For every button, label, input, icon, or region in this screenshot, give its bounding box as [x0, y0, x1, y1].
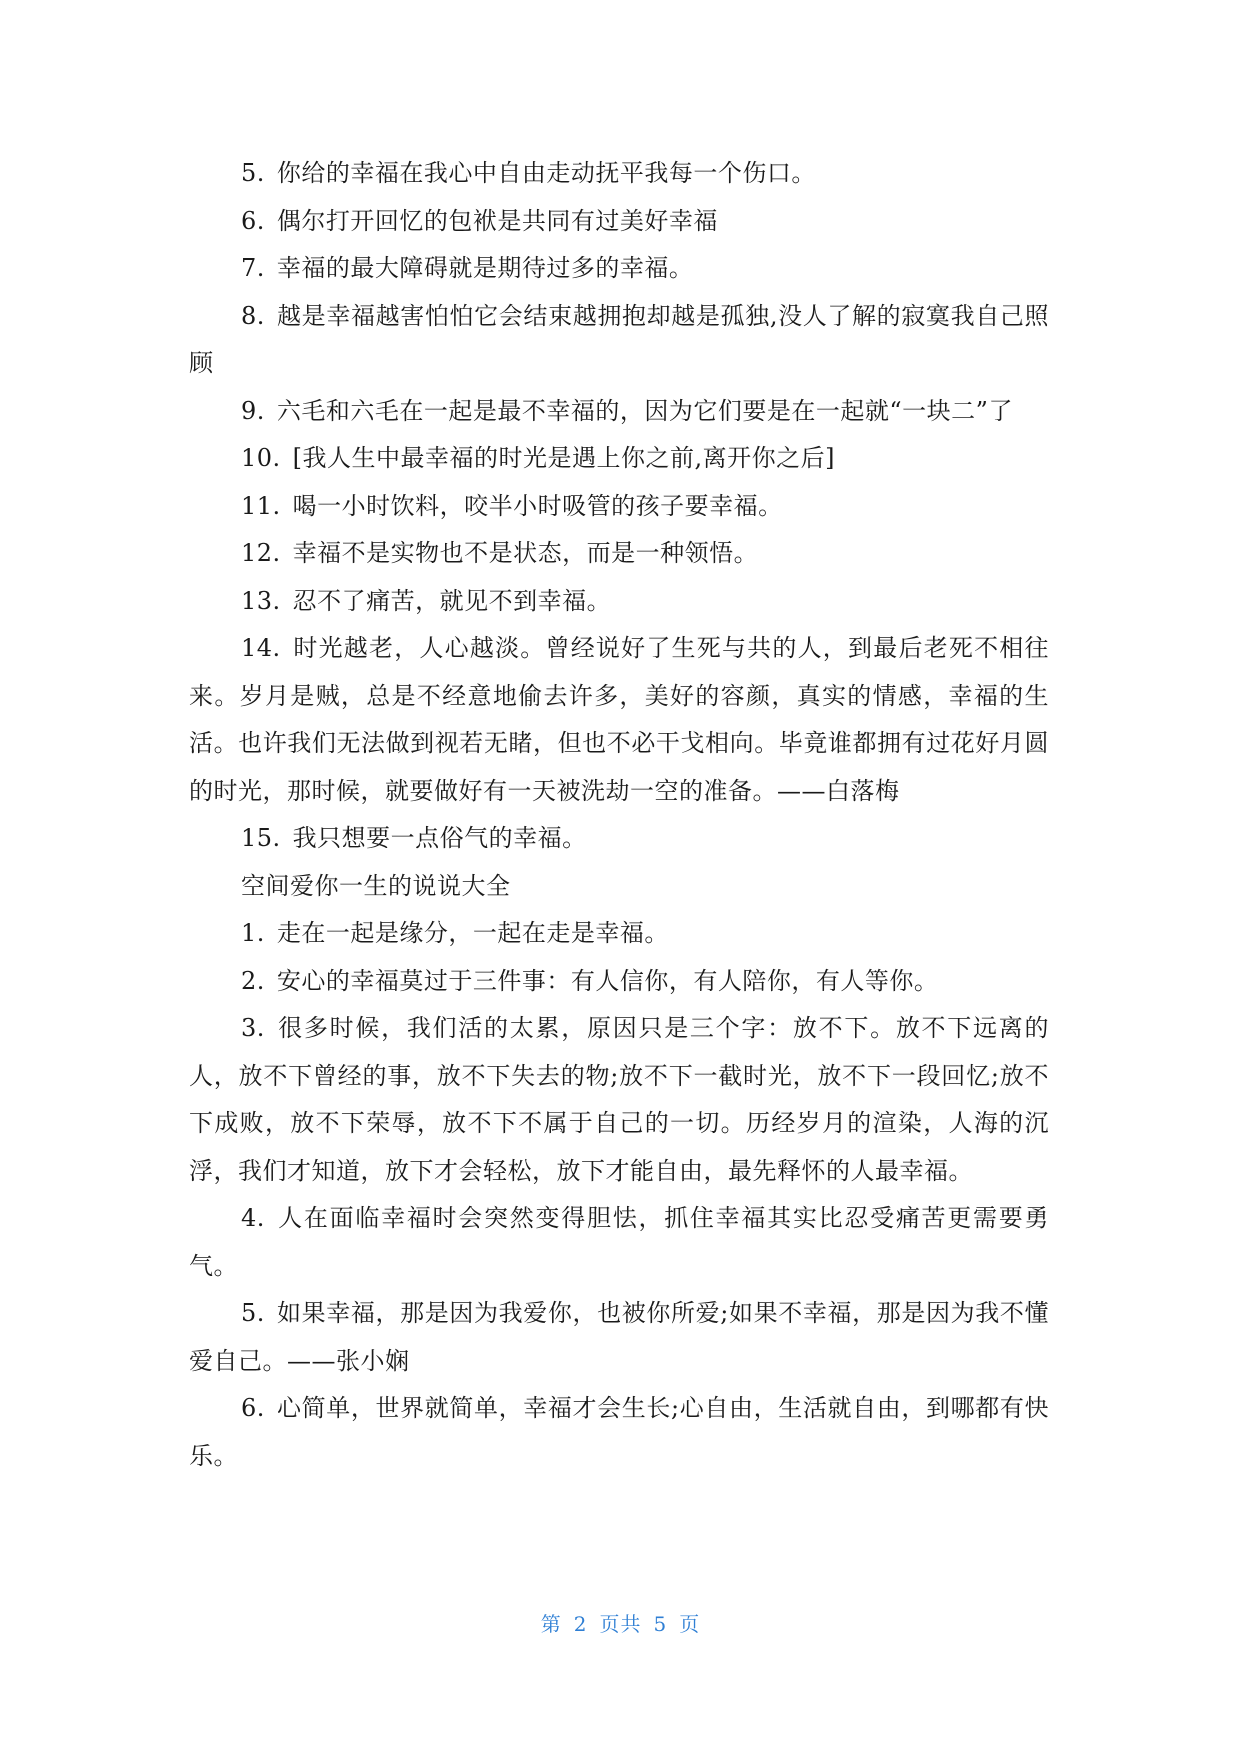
item-number: 4.	[241, 1204, 265, 1232]
item-number: 5.	[241, 159, 265, 187]
item-text: 很多时候，我们活的太累，原因只是三个字：放不下。放不下远离的人，放不下曾经的事，放不下失去的物;放不下一截时光，放不下一段回忆;放不下成败，放不下荣辱，放不下不属于自己的一切。历经岁月的渲染，人海的沉浮，我们才知道，放下才会轻松，放下才能自由，最先释怀的人最幸福。	[189, 1014, 1049, 1185]
list-item	[189, 1290, 1049, 1385]
item-text: 你给的幸福在我心中自由走动抚平我每一个伤口。	[276, 159, 816, 187]
list-item	[189, 910, 1049, 958]
list-item	[189, 625, 1049, 815]
item-number: 12.	[241, 539, 281, 567]
section-heading	[189, 863, 1049, 911]
list-item	[189, 1195, 1049, 1290]
list-item	[189, 293, 1049, 388]
item-text: [我人生中最幸福的时光是遇上你之前,离开你之后]	[292, 444, 836, 472]
item-text: 心简单，世界就简单，幸福才会生长;心自由，生活就自由，到哪都有快乐。	[189, 1394, 1049, 1470]
item-number: 14.	[241, 634, 281, 662]
list-item	[189, 435, 1049, 483]
item-text: 我只想要一点俗气的幸福。	[292, 824, 587, 852]
item-number: 6.	[241, 206, 265, 235]
item-text: 越是幸福越害怕怕它会结束越拥抱却越是孤独,没人了解的寂寞我自己照顾	[189, 301, 1049, 377]
item-number: 7.	[241, 254, 265, 282]
list-item	[189, 1385, 1049, 1480]
item-number: 10.	[241, 444, 281, 472]
item-text: 忍不了痛苦，就见不到幸福。	[292, 586, 612, 615]
item-number: 1.	[241, 919, 265, 947]
list-item	[189, 483, 1049, 531]
current-page-number: 2	[573, 1612, 588, 1636]
item-text: 安心的幸福莫过于三件事：有人信你，有人陪你，有人等你。	[276, 966, 939, 995]
list-item	[189, 198, 1049, 246]
item-text: 如果幸福，那是因为我爱你，也被你所爱;如果不幸福，那是因为我不懂爱自己。——张小娴	[189, 1299, 1049, 1375]
item-number: 9.	[241, 396, 265, 425]
item-text: 时光越老，人心越淡。曾经说好了生死与共的人，到最后老死不相往来。岁月是贼，总是不经意地偷去许多，美好的容颜，真实的情感，幸福的生活。也许我们无法做到视若无睹，但也不必干戈相向。毕竟谁都拥有过花好月圆的时光，那时候，就要做好有一天被洗劫一空的准备。——白落梅	[189, 634, 1049, 805]
section-heading-text: 空间爱你一生的说说大全	[241, 871, 511, 900]
list-item	[189, 815, 1049, 863]
item-number: 15.	[241, 824, 281, 852]
item-text: 人在面临幸福时会突然变得胆怯，抓住幸福其实比忍受痛苦更需要勇气。	[189, 1204, 1049, 1280]
list-item	[189, 245, 1049, 293]
list-item	[189, 388, 1049, 436]
item-text: 幸福的最大障碍就是期待过多的幸福。	[276, 254, 694, 282]
item-text: 喝一小时饮料，咬半小时吸管的孩子要幸福。	[292, 491, 783, 520]
item-text: 六毛和六毛在一起是最不幸福的，因为它们要是在一起就“一块二”了	[276, 396, 1013, 425]
item-number: 13.	[241, 586, 281, 615]
list-item	[189, 958, 1049, 1006]
list-item	[189, 150, 1049, 198]
item-text: 幸福不是实物也不是状态，而是一种领悟。	[292, 539, 759, 567]
list-item	[189, 1005, 1049, 1195]
document-body	[189, 150, 1049, 1480]
item-text: 走在一起是缘分，一起在走是幸福。	[276, 919, 669, 947]
page-footer	[0, 1608, 1241, 1637]
footer-middle: 页共	[599, 1612, 642, 1636]
item-number: 11.	[241, 491, 281, 520]
item-text: 偶尔打开回忆的包袱是共同有过美好幸福	[276, 206, 718, 235]
list-item	[189, 578, 1049, 626]
total-pages-number: 5	[653, 1612, 668, 1636]
item-number: 6.	[241, 1394, 265, 1422]
footer-prefix: 第	[540, 1612, 562, 1636]
item-number: 5.	[241, 1299, 265, 1327]
list-item	[189, 530, 1049, 578]
footer-suffix: 页	[679, 1612, 701, 1636]
item-number: 2.	[241, 966, 265, 995]
item-number: 8.	[241, 301, 265, 330]
item-number: 3.	[241, 1014, 265, 1042]
